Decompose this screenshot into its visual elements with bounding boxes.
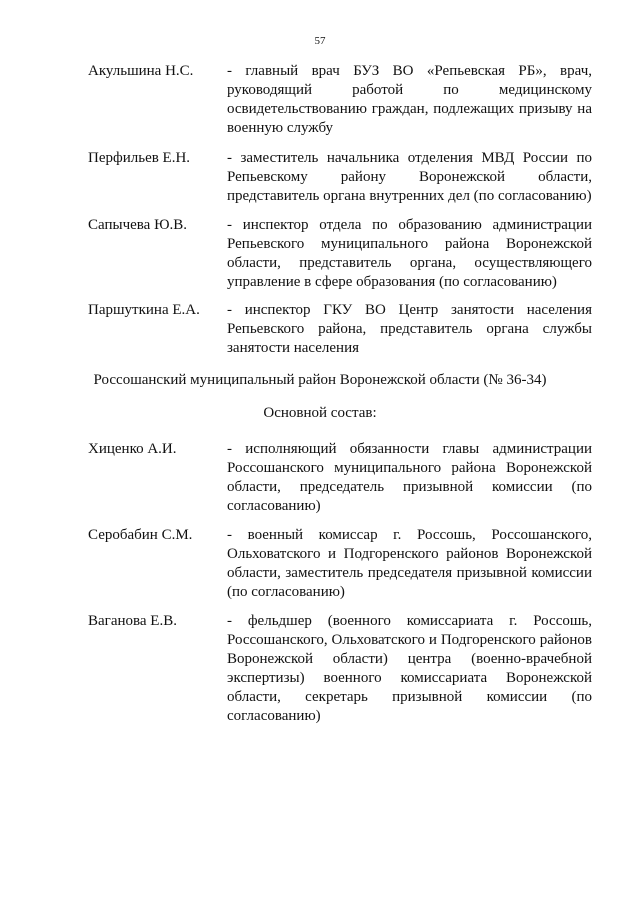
member-description <box>227 301 592 358</box>
description-line: - инспектор отдела по образованию администрации <box>227 217 592 233</box>
description-line: согласованию) <box>227 708 321 724</box>
description-line: области, заместитель председателя призывной комиссии <box>227 565 592 581</box>
description-line: Воронежской области) центра (военно-врачебной <box>227 651 592 667</box>
description-line: освидетельствованию граждан, подлежащих призыву на <box>227 101 592 117</box>
description-line: Россошанского, Ольховатского и Подгоренского районов <box>227 632 592 648</box>
description-line: - инспектор ГКУ ВО Центр занятости населения <box>227 302 592 318</box>
section-subtitle: Основной состав: <box>263 405 377 421</box>
description-line: области, представитель органа, осуществляющего <box>227 255 592 271</box>
member-description <box>227 612 592 726</box>
description-line: экспертизы) военного комиссариата Воронежской <box>227 670 592 686</box>
member-name: Серобабин С.М. <box>88 527 193 543</box>
description-line: - заместитель начальника отделения МВД России по <box>227 150 592 166</box>
member-name: Ваганова Е.В. <box>88 613 177 629</box>
page-number: 57 <box>314 35 326 47</box>
member-description <box>227 62 592 138</box>
description-line: занятости населения <box>227 340 360 356</box>
description-line: Репьевского муниципального района Воронежской <box>227 236 592 252</box>
description-line: - военный комиссар г. Россошь, Россошанского, <box>227 527 592 543</box>
description-line: военную службу <box>227 120 334 136</box>
member-name: Акульшина Н.С. <box>88 63 194 79</box>
description-line: - исполняющий обязанности главы администрации <box>227 441 592 457</box>
description-line: представитель органа внутренних дел (по согласованию) <box>227 188 592 204</box>
description-line: руководящий работой по медицинскому <box>227 82 592 98</box>
description-line: Ольховатского и Подгоренского районов Воронежской <box>227 546 592 562</box>
member-name: Паршуткина Е.А. <box>88 302 200 318</box>
description-line: Россошанского муниципального района Воронежской <box>227 460 592 476</box>
member-name: Перфильев Е.Н. <box>88 150 191 166</box>
member-description <box>227 526 592 602</box>
description-line: - фельдшер (военного комиссариата г. Россошь, <box>227 613 592 629</box>
member-description <box>227 149 592 206</box>
member-description <box>227 216 592 292</box>
description-line: управление в сфере образования (по согласованию) <box>227 274 557 290</box>
description-line: Репьевскому району Воронежской области, <box>227 169 592 185</box>
section-title: Россошанский муниципальный район Воронежской области (№ 36-34) <box>93 372 547 388</box>
member-description <box>227 440 592 516</box>
description-line: согласованию) <box>227 498 321 514</box>
member-name: Сапычева Ю.В. <box>88 217 187 233</box>
description-line: Репьевского района, представитель органа службы <box>227 321 592 337</box>
description-line: - главный врач БУЗ ВО «Репьевская РБ», врач, <box>227 63 592 79</box>
member-name: Хиценко А.И. <box>88 441 177 457</box>
description-line: области, секретарь призывной комиссии (по <box>227 689 592 705</box>
description-line: (по согласованию) <box>227 584 345 600</box>
description-line: области, председатель призывной комиссии (по <box>227 479 592 495</box>
